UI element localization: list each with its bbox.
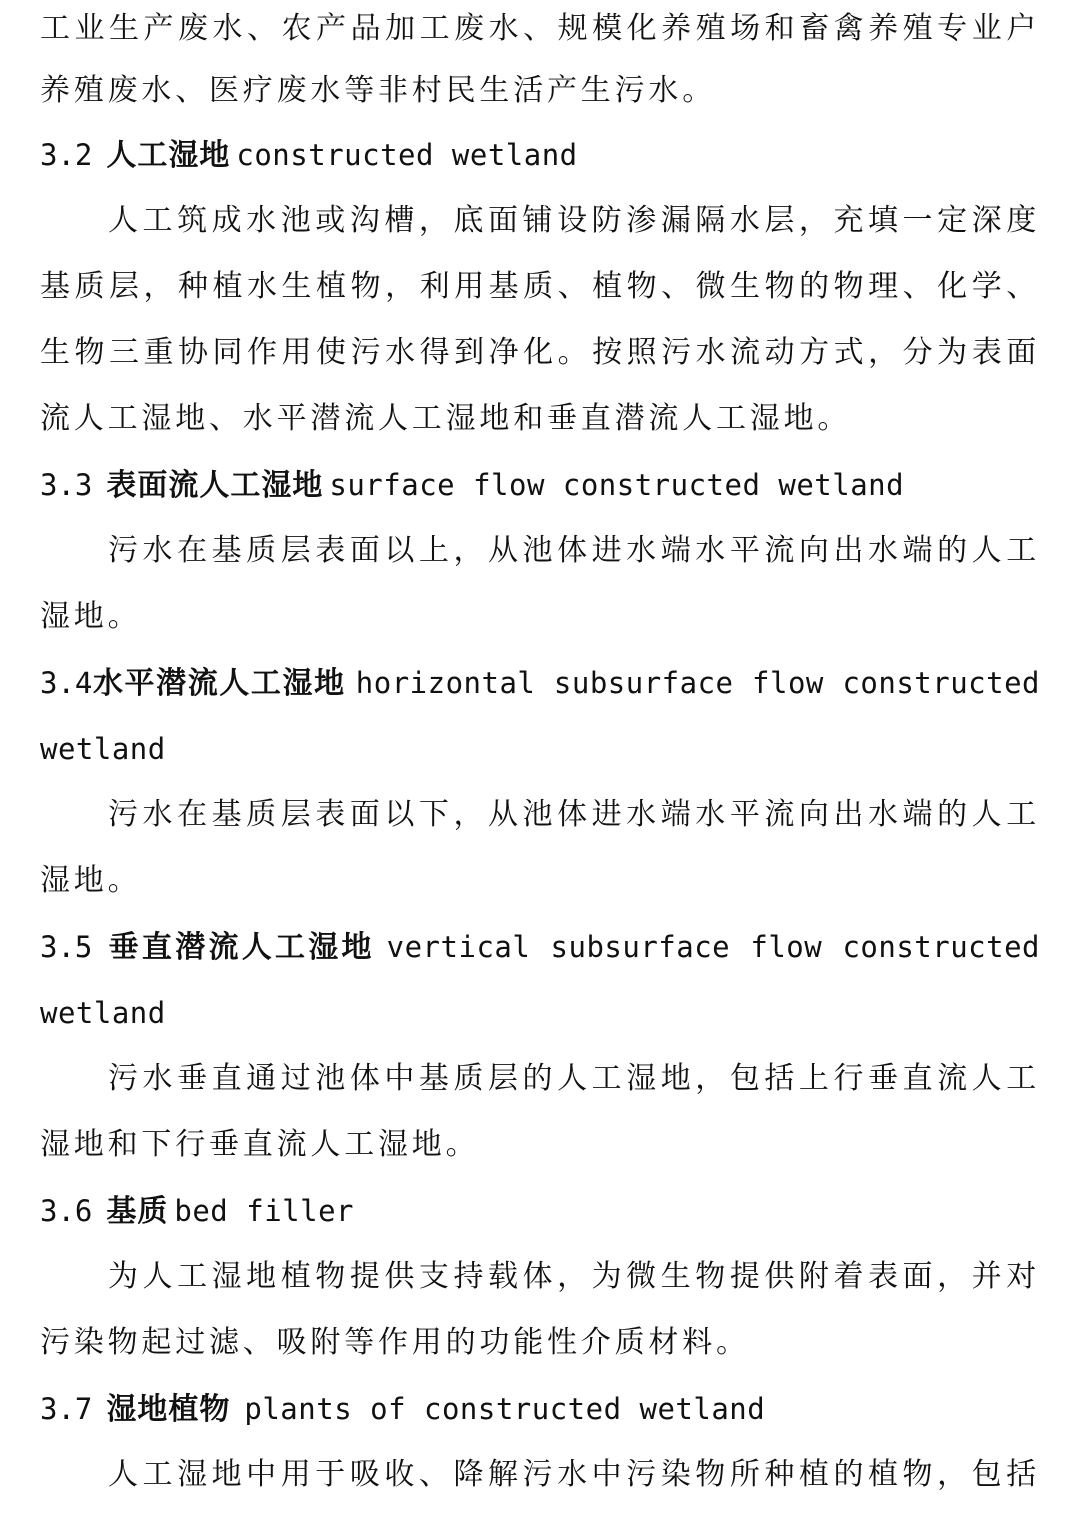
definition-line: 流人工湿地、水平潜流人工湿地和垂直潜流人工湿地。: [40, 401, 852, 436]
definition-line: 污水在基质层表面以上，从池体进水端水平流向出水端的人工: [108, 533, 1040, 568]
definition-line: 污水垂直通过池体中基质层的人工湿地，包括上行垂直流人工: [108, 1061, 1040, 1096]
term-chinese: 人工湿地: [106, 138, 231, 173]
term-chinese: 基质: [106, 1194, 169, 1229]
term-english: horizontal subsurface flow constructed: [355, 666, 1040, 700]
definition-line: 人工筑成水池或沟槽，底面铺设防渗漏隔水层，充填一定深度: [108, 203, 1040, 238]
section-heading-3-2: [40, 122, 1040, 188]
term-english: constructed wetland: [236, 138, 578, 172]
section-number: 3.5: [40, 930, 93, 964]
term-english: bed filler: [174, 1194, 354, 1228]
definition-line: 人工湿地中用于吸收、降解污水中污染物所种植的植物，包括: [108, 1457, 1040, 1492]
section-heading-3-7: [40, 1376, 1040, 1442]
definition-line: 湿地和下行垂直流人工湿地。: [40, 1127, 480, 1162]
term-english-continued: wetland: [40, 732, 166, 766]
section-number: 3.3: [40, 468, 93, 502]
definition-line: 基质层，种植水生植物，利用基质、植物、微生物的物理、化学、: [40, 269, 1040, 304]
term-english: surface flow constructed wetland: [329, 468, 905, 502]
section-heading-3-3: [40, 452, 1040, 518]
term-english-continued: wetland: [40, 996, 166, 1030]
term-english: vertical subsurface flow constructed: [386, 930, 1040, 964]
definition-line: 生物三重协同作用使污水得到净化。按照污水流动方式，分为表面: [40, 335, 1040, 370]
section-heading-3-4: [40, 650, 1040, 716]
section-heading-3-6: [40, 1178, 1040, 1244]
term-english: plants of constructed wetland: [244, 1392, 766, 1426]
paragraph-line: 养殖废水、医疗废水等非村民生活产生污水。: [40, 73, 716, 108]
paragraph-line: 工业生产废水、农产品加工废水、规模化养殖场和畜禽养殖专业户: [40, 11, 1040, 46]
definition-line: 为人工湿地植物提供支持载体，为微生物提供附着表面，并对: [108, 1259, 1040, 1294]
definition-line: 湿地。: [40, 599, 142, 634]
definition-line: 污染物起过滤、吸附等作用的功能性介质材料。: [40, 1325, 750, 1360]
section-number: 3.4: [40, 666, 93, 700]
section-number: 3.2: [40, 138, 93, 172]
section-heading-3-5-continued: [40, 980, 1040, 1046]
definition-line: 湿地。: [40, 863, 142, 898]
section-number: 3.6: [40, 1194, 93, 1228]
term-chinese: 水平潜流人工湿地: [92, 666, 346, 701]
term-chinese: 表面流人工湿地: [106, 468, 324, 503]
term-chinese: 湿地植物: [106, 1392, 231, 1427]
section-heading-3-4-continued: [40, 716, 1040, 782]
term-chinese: 垂直潜流人工湿地: [106, 930, 375, 965]
definition-line: 污水在基质层表面以下，从池体进水端水平流向出水端的人工: [108, 797, 1040, 832]
section-heading-3-5: [40, 914, 1040, 980]
section-number: 3.7: [40, 1392, 93, 1426]
